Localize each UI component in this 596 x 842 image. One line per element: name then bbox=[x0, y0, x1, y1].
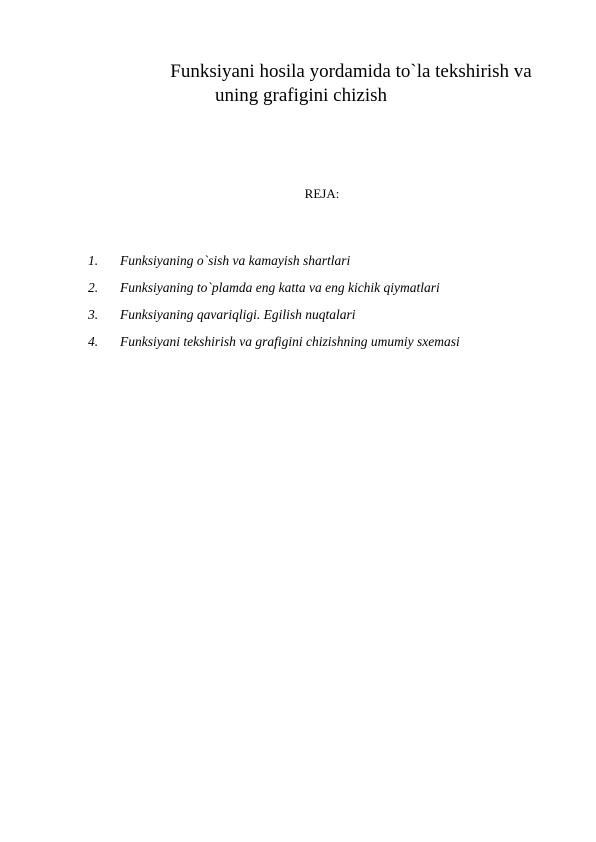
title-line-2: uning grafigini chizish bbox=[214, 85, 388, 106]
title-line-1: Funksiyani hosila yordamida to`la tekshirish va bbox=[170, 61, 532, 82]
plan-item bbox=[88, 307, 568, 334]
plan-item-number: 4. bbox=[88, 334, 99, 349]
plan-item-text: Funksiyani tekshirish va grafigini chizishning umumiy sxemasi bbox=[120, 334, 460, 349]
plan-item-text: Funksiyaning o`sish va kamayish shartlari bbox=[120, 253, 351, 268]
plan-heading: REJA: bbox=[304, 186, 340, 201]
plan-item-text: Funksiyaning qavariqligi. Egilish nuqtalari bbox=[120, 307, 356, 322]
document-title bbox=[100, 60, 560, 108]
plan-item-number: 3. bbox=[88, 307, 99, 322]
plan-item-number: 1. bbox=[88, 253, 99, 268]
plan-item-text: Funksiyaning to`plamda eng katta va eng kichik qiymatlari bbox=[120, 280, 440, 295]
plan-item bbox=[88, 280, 568, 307]
plan-item bbox=[88, 334, 568, 361]
plan-item-number: 2. bbox=[88, 280, 99, 295]
plan-item bbox=[88, 253, 568, 280]
plan-list bbox=[88, 253, 568, 361]
